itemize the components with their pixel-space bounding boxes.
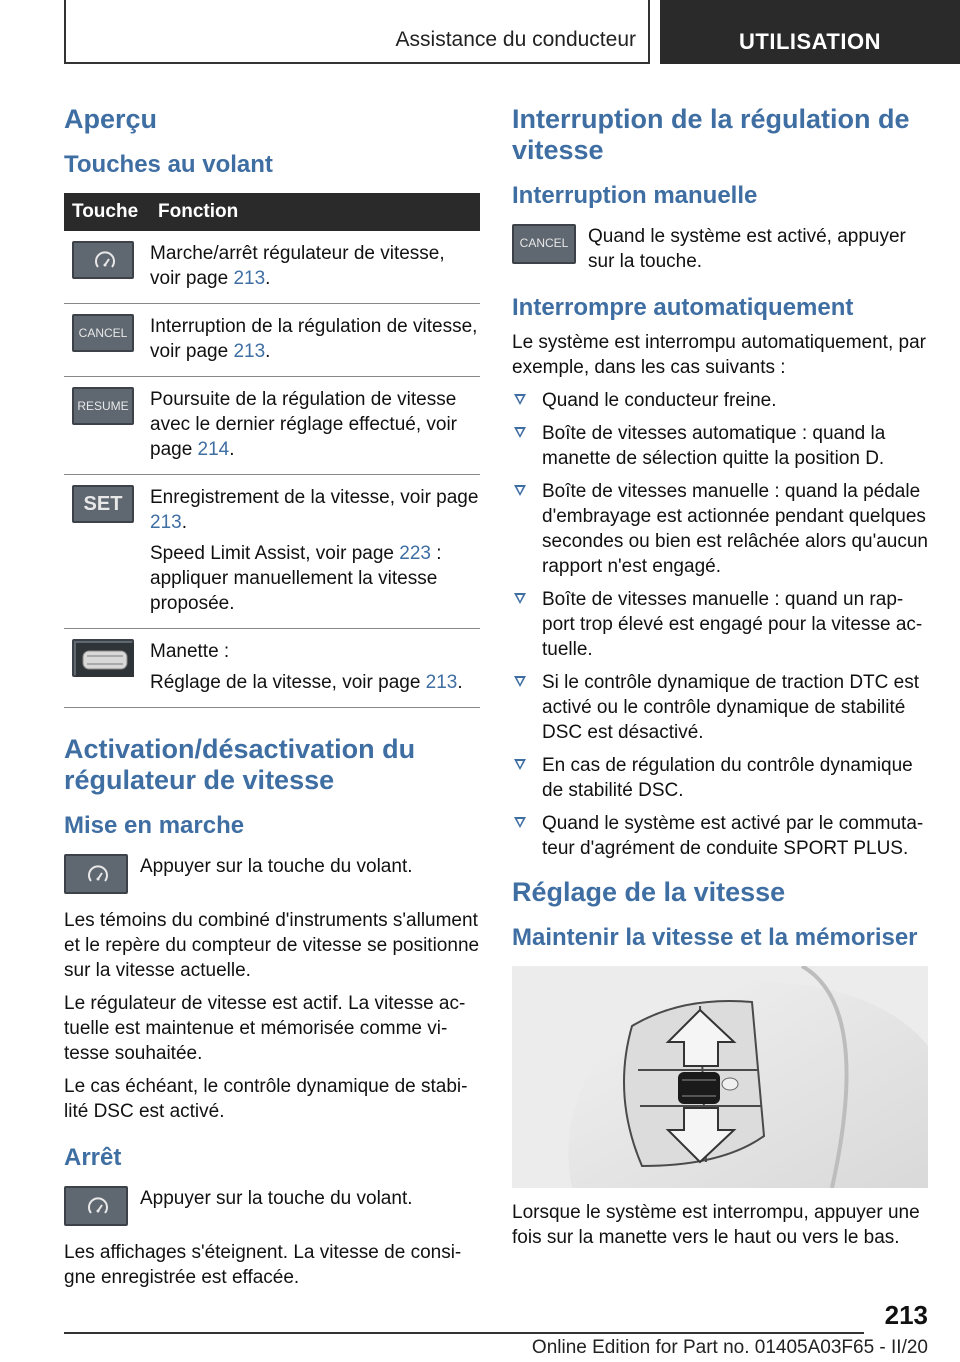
function-text: Poursuite de la régulation de vitesse avec le dernier réglage effectué, voir page	[150, 389, 457, 460]
list-item	[512, 479, 928, 579]
heading-touches-volant: Touches au volant	[64, 151, 273, 178]
manuelle-text: Quand le système est activé, appuyer sur la touche.	[588, 226, 906, 272]
list-item-text: Boîte de vitesses manuelle : quand un rapport trop élevé est engagé pour la vitesse actuelle.	[542, 589, 923, 660]
page-link[interactable]: 213	[233, 341, 266, 362]
footer-rule	[64, 1332, 864, 1334]
page-link[interactable]: 214	[197, 439, 230, 460]
header-section-title: Assistance du conducteur	[395, 28, 636, 51]
heading-arret: Arrêt	[64, 1144, 122, 1171]
paragraph: Le cas échéant, le contrôle dynamique de stabilité DSC est activé.	[64, 1076, 468, 1122]
list-item-text: En cas de régulation du contrôle dynamique de stabilité DSC.	[542, 755, 913, 801]
steering-wheel-rocker-photo	[512, 966, 928, 1188]
function-text: Enregistrement de la vitesse, voir page	[150, 487, 479, 508]
rocker-switch-icon	[72, 639, 134, 677]
cancel-row	[512, 224, 928, 274]
key-label: SET	[83, 493, 123, 515]
left-column	[64, 96, 480, 1298]
list-item-text: Boîte de vitesses automatique : quand la manette de sélection quitte la position D.	[542, 423, 886, 469]
table-row	[64, 304, 480, 377]
footer-edition: Online Edition for Part no. 01405A03F65 - II/20	[531, 1337, 928, 1358]
key-cell	[64, 629, 150, 708]
heading-apercu: Aperçu	[64, 104, 158, 134]
function-cell	[150, 231, 480, 304]
punctuation: .	[457, 672, 463, 693]
list-item-text: Si le contrôle dynamique de traction DTC est activé ou le contrôle dynamique de stabilité DSC est désactivé.	[542, 672, 920, 743]
cruise-control-icon	[64, 854, 128, 894]
header-rule-left	[64, 0, 66, 64]
function-cell	[150, 475, 480, 629]
arret-text: Appuyer sur la touche du volant.	[140, 1188, 413, 1209]
auto-intro: Le système est interrompu automatiquement, par exemple, dans les cas suivants :	[512, 332, 926, 378]
resume-key-icon	[72, 387, 134, 425]
key-cell	[64, 475, 150, 629]
paragraph: Les témoins du combiné d'instruments s'allument et le repère du compteur de vitesse se positionne sur la vitesse actuelle.	[64, 910, 480, 981]
cruise-control-icon	[72, 241, 134, 279]
page-link[interactable]: 213	[150, 512, 182, 533]
list-item	[512, 753, 928, 803]
list-item-text: Boîte de vitesses manuelle : quand la pédale d'embrayage est actionnée pendant quelques secondes ou bien est relâchée alors qu'aucun rapport n'est engagé.	[542, 481, 929, 577]
key-label: CANCEL	[519, 236, 569, 250]
table-row	[64, 231, 480, 304]
key-cell	[64, 304, 150, 377]
paragraph: Le régulateur de vitesse est actif. La vitesse actuelle est maintenue et mémorisée comme vitesse souhaitée.	[64, 993, 466, 1064]
paragraph: Les affichages s'éteignent. La vitesse de consigne enregistrée est effacée.	[64, 1242, 462, 1288]
punctuation: .	[229, 439, 235, 460]
right-column	[512, 96, 928, 1258]
function-text: Réglage de la vitesse, voir page	[150, 672, 426, 693]
bullet-triangle-icon	[514, 485, 526, 496]
header-chapter-tab[interactable]: UTILISATION	[660, 0, 960, 64]
bullet-triangle-icon	[514, 593, 526, 604]
heading-mise-en-marche: Mise en marche	[64, 812, 245, 839]
function-cell	[150, 304, 480, 377]
mise-en-marche-text: Appuyer sur la touche du volant.	[140, 856, 413, 877]
punctuation: .	[181, 512, 187, 533]
bullet-triangle-icon	[514, 676, 526, 687]
table-header-row	[64, 193, 480, 231]
mise-en-marche-row	[64, 854, 480, 894]
page-number: 213	[884, 1300, 928, 1330]
header-separator	[648, 0, 650, 64]
function-text: Marche/arrêt régulateur de vitesse, voir page	[150, 243, 445, 289]
bullet-triangle-icon	[514, 759, 526, 770]
list-item	[512, 421, 928, 471]
bullet-triangle-icon	[514, 427, 526, 438]
bullet-triangle-icon	[514, 394, 526, 405]
arret-row	[64, 1186, 480, 1226]
set-key-icon	[72, 485, 134, 523]
list-item	[512, 811, 928, 861]
punctuation: .	[265, 341, 271, 362]
heading-reglage: Réglage de la vitesse	[512, 877, 786, 907]
col-header-fonction: Fonction	[150, 193, 480, 231]
function-text: Manette :	[150, 641, 230, 662]
page-link[interactable]: 223	[399, 543, 431, 564]
heading-interrompre-auto: Interrompre automatiquement	[512, 294, 854, 321]
table-row	[64, 377, 480, 475]
steering-keys-table	[64, 193, 480, 708]
function-cell	[150, 377, 480, 475]
list-item	[512, 587, 928, 662]
cruise-control-icon	[64, 1186, 128, 1226]
bullet-triangle-icon	[514, 817, 526, 828]
key-cell	[64, 377, 150, 475]
function-text: Speed Limit Assist, voir page	[150, 543, 400, 564]
function-cell	[150, 629, 480, 708]
table-row	[64, 475, 480, 629]
header-rule	[64, 62, 650, 64]
cancel-key-icon	[72, 314, 134, 352]
table-row	[64, 629, 480, 708]
page-link[interactable]: 213	[425, 672, 458, 693]
function-text: Interruption de la régulation de vitesse, voir page	[150, 316, 478, 362]
col-header-touche: Touche	[64, 193, 150, 231]
function-text: : appliquer manuellement la vitesse proposée.	[150, 543, 442, 614]
list-item-text: Quand le système est activé par le commutateur d'agrément de conduite SPORT PLUS.	[542, 813, 924, 859]
heading-interruption-manuelle: Interruption manuelle	[512, 182, 758, 209]
list-item-text: Quand le conducteur freine.	[542, 390, 777, 411]
photo-caption: Lorsque le système est interrompu, appuyer une fois sur la manette vers le haut ou vers le bas.	[512, 1202, 920, 1248]
heading-interruption: Interruption de la régulation de vitesse	[512, 104, 910, 165]
cancel-key-icon	[512, 224, 576, 264]
key-label: CANCEL	[78, 326, 128, 340]
key-label: RESUME	[77, 399, 129, 413]
interruption-conditions-list	[512, 388, 928, 861]
heading-maintenir: Maintenir la vitesse et la mémoriser	[512, 924, 918, 951]
list-item	[512, 670, 928, 745]
heading-activation: Activation/désactivation du régulateur de vitesse	[64, 734, 416, 795]
list-item	[512, 388, 928, 413]
punctuation: .	[265, 268, 271, 289]
page-link[interactable]: 213	[233, 268, 266, 289]
key-cell	[64, 231, 150, 304]
